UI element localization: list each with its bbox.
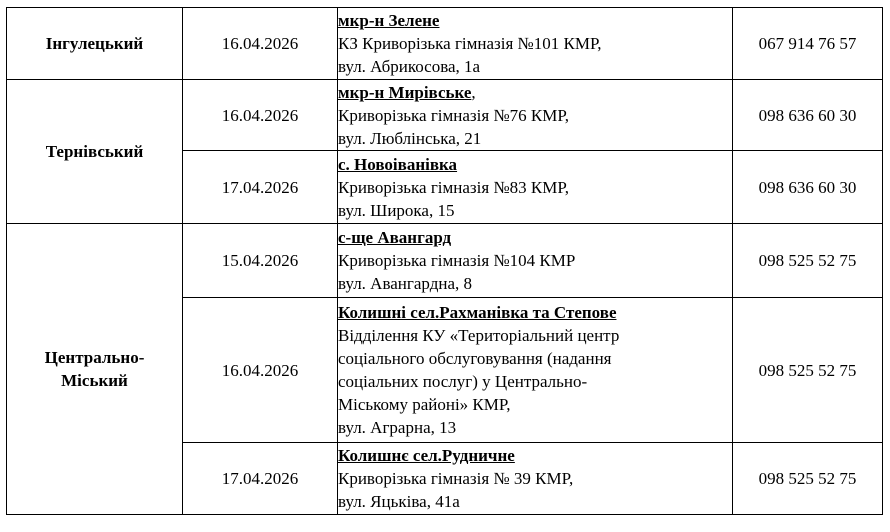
address-line: Криворізька гімназія №76 КМР,	[338, 105, 569, 125]
date-cell	[183, 151, 338, 224]
phone-number: 098 636 60 30	[758, 105, 857, 125]
place-name: мкр-н Зелене	[338, 11, 440, 30]
phone-cell	[733, 8, 883, 80]
address-line: вул. Авангардна, 8	[338, 274, 472, 293]
date-cell	[183, 224, 338, 298]
date-cell	[183, 298, 338, 443]
phone-number: 098 525 52 75	[758, 469, 857, 488]
place-cell	[338, 298, 733, 443]
place-name: мкр-н Мирівське	[338, 82, 472, 102]
address-line: вул. Аграрна, 13	[338, 418, 457, 437]
address-line: Криворізька гімназія №83 КМР,	[338, 177, 569, 197]
date-cell	[183, 8, 338, 80]
district-name: Тернівський	[45, 142, 144, 161]
district-cell	[7, 8, 183, 80]
place-name: с-ще Авангард	[338, 228, 452, 247]
place-name: Колишні сел.Рахманівка та Степове	[338, 303, 617, 322]
phone-cell	[733, 151, 883, 224]
table-row	[7, 224, 883, 298]
phone-cell	[733, 298, 883, 443]
place-cell	[338, 8, 733, 80]
address-line: соціальних послуг) у Центрально-	[338, 372, 588, 391]
district-name: Міський	[61, 371, 128, 390]
date-text: 17.04.2026	[221, 469, 299, 488]
address-line: вул. Широка, 15	[338, 200, 455, 220]
phone-number: 098 636 60 30	[758, 177, 857, 197]
date-text: 16.04.2026	[221, 360, 299, 380]
address-line: Відділення КУ «Територіальний центр	[338, 326, 620, 345]
phone-number: 098 525 52 75	[758, 360, 857, 380]
address-line: вул. Абрикосова, 1а	[338, 57, 481, 76]
table-row	[7, 80, 883, 151]
address-line: вул. Яцьківа, 41а	[338, 492, 460, 511]
phone-cell	[733, 443, 883, 515]
place-name: с. Новоіванівка	[338, 154, 458, 174]
phone-number: 067 914 76 57	[758, 34, 857, 53]
place-suffix: ,	[471, 82, 476, 102]
address-line: соціального обслуговування (надання	[338, 349, 612, 368]
place-cell	[338, 224, 733, 298]
date-cell	[183, 443, 338, 515]
phone-cell	[733, 80, 883, 151]
address-line: Криворізька гімназія №104 КМР	[338, 251, 576, 270]
date-text: 16.04.2026	[221, 34, 299, 53]
date-text: 17.04.2026	[221, 177, 299, 197]
table-row	[7, 8, 883, 80]
district-cell	[7, 224, 183, 515]
phone-number: 098 525 52 75	[758, 251, 857, 270]
date-cell	[183, 80, 338, 151]
place-cell	[338, 151, 733, 224]
schedule-table	[6, 7, 883, 515]
phone-cell	[733, 224, 883, 298]
place-cell	[338, 443, 733, 515]
place-name: Колишнє сел.Рудничне	[338, 446, 515, 465]
address-line: Криворізька гімназія № 39 КМР,	[338, 469, 574, 488]
district-name: Інгулецький	[45, 34, 144, 53]
district-cell	[7, 80, 183, 224]
address-line: вул. Люблінська, 21	[338, 128, 482, 148]
address-line: Міському районі» КМР,	[338, 395, 511, 414]
date-text: 15.04.2026	[221, 251, 299, 270]
district-name: Центрально-	[44, 348, 145, 367]
date-text: 16.04.2026	[221, 105, 299, 125]
address-line: КЗ Криворізька гімназія №101 КМР,	[338, 34, 602, 53]
place-cell	[338, 80, 733, 151]
